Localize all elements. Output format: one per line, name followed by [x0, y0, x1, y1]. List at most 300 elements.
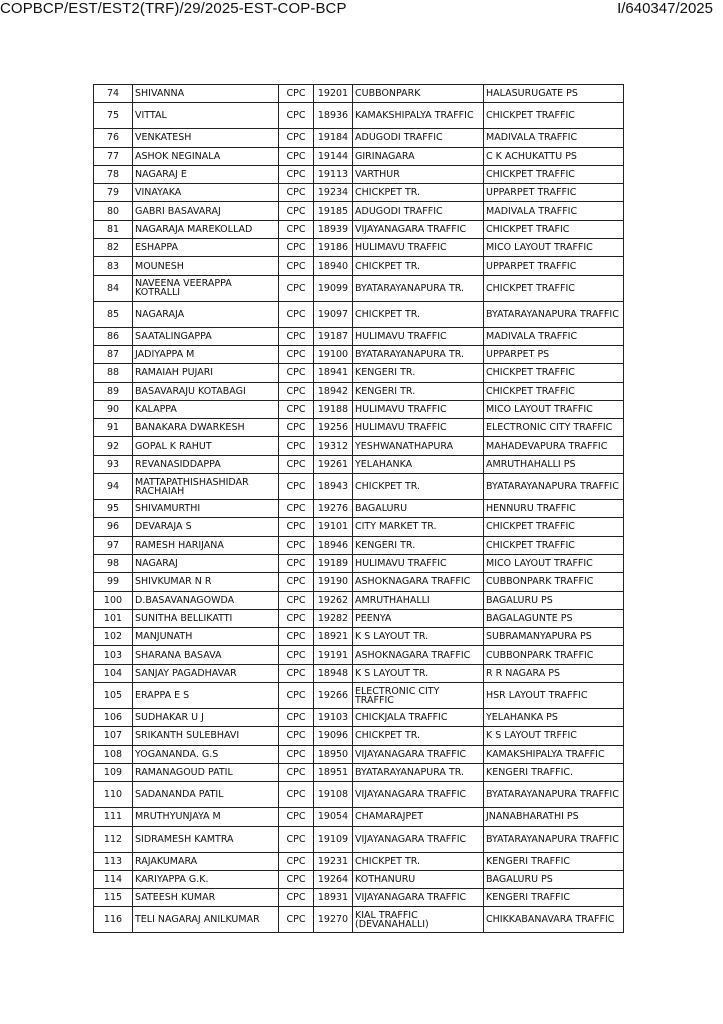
category-cell: CPC	[279, 400, 314, 418]
name-cell: YOGANANDA. G.S	[133, 745, 279, 763]
serial-number-cell: 115	[94, 889, 133, 907]
name-cell: VINAYAKA	[133, 184, 279, 202]
category-cell: CPC	[279, 345, 314, 363]
name-cell: RAMANAGOUD PATIL	[133, 763, 279, 781]
category-cell: CPC	[279, 628, 314, 646]
table-row	[94, 518, 624, 536]
from-unit-cell: VIJAYANAGARA TRAFFIC	[353, 745, 484, 763]
serial-number-cell: 102	[94, 628, 133, 646]
name-cell: SUDHAKAR U J	[133, 709, 279, 727]
table-row	[94, 257, 624, 275]
to-unit-cell: MAHADEVAPURA TRAFFIC	[484, 437, 624, 455]
from-unit-cell: PEENYA	[353, 609, 484, 627]
serial-number-cell: 93	[94, 455, 133, 473]
id-number-cell: 18946	[314, 536, 353, 554]
from-unit-cell: YELAHANKA	[353, 455, 484, 473]
category-cell: CPC	[279, 907, 314, 933]
from-unit-cell: HULIMAVU TRAFFIC	[353, 239, 484, 257]
from-unit-cell: YESHWANATHAPURA	[353, 437, 484, 455]
to-unit-cell: ELECTRONIC CITY TRAFFIC	[484, 419, 624, 437]
name-cell: NAGARAJ E	[133, 165, 279, 183]
serial-number-cell: 80	[94, 202, 133, 220]
id-number-cell: 18948	[314, 664, 353, 682]
to-unit-cell: HSR LAYOUT TRAFFIC	[484, 683, 624, 709]
id-number-cell: 19184	[314, 129, 353, 147]
serial-number-cell: 105	[94, 683, 133, 709]
id-number-cell: 18943	[314, 474, 353, 500]
name-cell: RAJAKUMARA	[133, 852, 279, 870]
id-number-cell: 19261	[314, 455, 353, 473]
serial-number-cell: 75	[94, 103, 133, 129]
to-unit-cell: MICO LAYOUT TRAFFIC	[484, 400, 624, 418]
name-cell: SHARANA BASAVA	[133, 646, 279, 664]
to-unit-cell: HENNURU TRAFFIC	[484, 500, 624, 518]
from-unit-cell: VIJAYANAGARA TRAFFIC	[353, 889, 484, 907]
category-cell: CPC	[279, 85, 314, 103]
category-cell: CPC	[279, 419, 314, 437]
inward-number: I/640347/2025	[617, 0, 713, 17]
to-unit-cell: KENGERI TRAFFIC.	[484, 763, 624, 781]
from-unit-cell: BYATARAYANAPURA TR.	[353, 275, 484, 301]
from-unit-cell: ADUGODI TRAFFIC	[353, 129, 484, 147]
category-cell: CPC	[279, 364, 314, 382]
id-number-cell: 19113	[314, 165, 353, 183]
id-number-cell: 19054	[314, 808, 353, 826]
name-cell: NAVEENA VEERAPPA KOTRALLI	[133, 275, 279, 301]
to-unit-cell: CHICKPET TRAFFIC	[484, 364, 624, 382]
from-unit-cell: HULIMAVU TRAFFIC	[353, 419, 484, 437]
id-number-cell: 19099	[314, 275, 353, 301]
category-cell: CPC	[279, 129, 314, 147]
serial-number-cell: 90	[94, 400, 133, 418]
id-number-cell: 18942	[314, 382, 353, 400]
table-row	[94, 907, 624, 933]
table-row	[94, 327, 624, 345]
table-row	[94, 727, 624, 745]
table-row	[94, 103, 624, 129]
name-cell: BASAVARAJU KOTABAGI	[133, 382, 279, 400]
category-cell: CPC	[279, 709, 314, 727]
serial-number-cell: 82	[94, 239, 133, 257]
from-unit-cell: CHICKPET TR.	[353, 852, 484, 870]
category-cell: CPC	[279, 382, 314, 400]
to-unit-cell: MADIVALA TRAFFIC	[484, 129, 624, 147]
table-row	[94, 536, 624, 554]
to-unit-cell: BYATARAYANAPURA TRAFFIC	[484, 474, 624, 500]
from-unit-cell: BAGALURU	[353, 500, 484, 518]
name-cell: NAGARAJA	[133, 301, 279, 327]
to-unit-cell: SUBRAMANYAPURA PS	[484, 628, 624, 646]
name-cell: SHIVKUMAR N R	[133, 573, 279, 591]
to-unit-cell: BYATARAYANAPURA TRAFFIC	[484, 301, 624, 327]
to-unit-cell: KENGERI TRAFFIC	[484, 852, 624, 870]
name-cell: REVANASIDDAPPA	[133, 455, 279, 473]
to-unit-cell: MADIVALA TRAFFIC	[484, 202, 624, 220]
category-cell: CPC	[279, 889, 314, 907]
to-unit-cell: YELAHANKA PS	[484, 709, 624, 727]
id-number-cell: 19276	[314, 500, 353, 518]
from-unit-cell: ADUGODI TRAFFIC	[353, 202, 484, 220]
name-cell: ERAPPA E S	[133, 683, 279, 709]
serial-number-cell: 91	[94, 419, 133, 437]
name-cell: VITTAL	[133, 103, 279, 129]
table-row	[94, 782, 624, 808]
serial-number-cell: 94	[94, 474, 133, 500]
category-cell: CPC	[279, 327, 314, 345]
name-cell: ASHOK NEGINALA	[133, 147, 279, 165]
from-unit-cell: CUBBONPARK	[353, 85, 484, 103]
serial-number-cell: 112	[94, 826, 133, 852]
from-unit-cell: K S LAYOUT TR.	[353, 628, 484, 646]
serial-number-cell: 100	[94, 591, 133, 609]
from-unit-cell: HULIMAVU TRAFFIC	[353, 400, 484, 418]
serial-number-cell: 111	[94, 808, 133, 826]
category-cell: CPC	[279, 536, 314, 554]
table-row	[94, 474, 624, 500]
serial-number-cell: 88	[94, 364, 133, 382]
category-cell: CPC	[279, 500, 314, 518]
table-row	[94, 852, 624, 870]
from-unit-cell: KENGERI TR.	[353, 382, 484, 400]
from-unit-cell: HULIMAVU TRAFFIC	[353, 327, 484, 345]
category-cell: CPC	[279, 202, 314, 220]
serial-number-cell: 81	[94, 220, 133, 238]
from-unit-cell: CHICKPET TR.	[353, 474, 484, 500]
category-cell: CPC	[279, 683, 314, 709]
id-number-cell: 19270	[314, 907, 353, 933]
table-row	[94, 808, 624, 826]
id-number-cell: 19109	[314, 826, 353, 852]
serial-number-cell: 114	[94, 870, 133, 888]
category-cell: CPC	[279, 103, 314, 129]
serial-number-cell: 96	[94, 518, 133, 536]
table-row	[94, 664, 624, 682]
category-cell: CPC	[279, 147, 314, 165]
to-unit-cell: BAGALURU PS	[484, 870, 624, 888]
name-cell: BANAKARA DWARKESH	[133, 419, 279, 437]
serial-number-cell: 113	[94, 852, 133, 870]
from-unit-cell: AMRUTHAHALLI	[353, 591, 484, 609]
name-cell: D.BASAVANAGOWDA	[133, 591, 279, 609]
table-row	[94, 165, 624, 183]
table-row	[94, 419, 624, 437]
table-row	[94, 345, 624, 363]
id-number-cell: 19282	[314, 609, 353, 627]
table-row	[94, 184, 624, 202]
category-cell: CPC	[279, 609, 314, 627]
id-number-cell: 19234	[314, 184, 353, 202]
to-unit-cell: CHICKPET TRAFFIC	[484, 382, 624, 400]
from-unit-cell: ASHOKNAGARA TRAFFIC	[353, 646, 484, 664]
to-unit-cell: CUBBONPARK TRAFFIC	[484, 573, 624, 591]
to-unit-cell: KENGERI TRAFFIC	[484, 889, 624, 907]
category-cell: CPC	[279, 870, 314, 888]
to-unit-cell: UPPARPET TRAFFIC	[484, 257, 624, 275]
serial-number-cell: 97	[94, 536, 133, 554]
category-cell: CPC	[279, 474, 314, 500]
to-unit-cell: CHICKPET TRAFFIC	[484, 165, 624, 183]
from-unit-cell: KOTHANURU	[353, 870, 484, 888]
serial-number-cell: 110	[94, 782, 133, 808]
table-row	[94, 400, 624, 418]
category-cell: CPC	[279, 184, 314, 202]
from-unit-cell: KAMAKSHIPALYA TRAFFIC	[353, 103, 484, 129]
to-unit-cell: UPPARPET PS	[484, 345, 624, 363]
name-cell: NAGARAJA MAREKOLLAD	[133, 220, 279, 238]
id-number-cell: 18931	[314, 889, 353, 907]
to-unit-cell: R R NAGARA PS	[484, 664, 624, 682]
id-number-cell: 19231	[314, 852, 353, 870]
name-cell: MATTAPATHISHASHIDAR RACHAIAH	[133, 474, 279, 500]
id-number-cell: 19186	[314, 239, 353, 257]
table-row	[94, 301, 624, 327]
from-unit-cell: VIJAYANAGARA TRAFFIC	[353, 782, 484, 808]
id-number-cell: 19097	[314, 301, 353, 327]
name-cell: ESHAPPA	[133, 239, 279, 257]
category-cell: CPC	[279, 239, 314, 257]
name-cell: DEVARAJA S	[133, 518, 279, 536]
table-row	[94, 745, 624, 763]
category-cell: CPC	[279, 257, 314, 275]
from-unit-cell: K S LAYOUT TR.	[353, 664, 484, 682]
table-row	[94, 364, 624, 382]
from-unit-cell: ASHOKNAGARA TRAFFIC	[353, 573, 484, 591]
name-cell: MRUTHYUNJAYA M	[133, 808, 279, 826]
table-row	[94, 455, 624, 473]
to-unit-cell: BAGALURU PS	[484, 591, 624, 609]
id-number-cell: 19185	[314, 202, 353, 220]
serial-number-cell: 86	[94, 327, 133, 345]
serial-number-cell: 107	[94, 727, 133, 745]
table-row	[94, 646, 624, 664]
category-cell: CPC	[279, 455, 314, 473]
table-row	[94, 554, 624, 572]
to-unit-cell: CHICKPET TRAFFIC	[484, 518, 624, 536]
id-number-cell: 19188	[314, 400, 353, 418]
table-row	[94, 147, 624, 165]
category-cell: CPC	[279, 437, 314, 455]
from-unit-cell: CITY MARKET TR.	[353, 518, 484, 536]
serial-number-cell: 92	[94, 437, 133, 455]
id-number-cell: 18936	[314, 103, 353, 129]
table-row	[94, 239, 624, 257]
id-number-cell: 18941	[314, 364, 353, 382]
to-unit-cell: HALASURUGATE PS	[484, 85, 624, 103]
category-cell: CPC	[279, 646, 314, 664]
table-row	[94, 573, 624, 591]
id-number-cell: 19256	[314, 419, 353, 437]
name-cell: MOUNESH	[133, 257, 279, 275]
category-cell: CPC	[279, 518, 314, 536]
to-unit-cell: BYATARAYANAPURA TRAFFIC	[484, 826, 624, 852]
to-unit-cell: AMRUTHAHALLI PS	[484, 455, 624, 473]
from-unit-cell: CHICKPET TR.	[353, 257, 484, 275]
id-number-cell: 18939	[314, 220, 353, 238]
id-number-cell: 19262	[314, 591, 353, 609]
serial-number-cell: 89	[94, 382, 133, 400]
category-cell: CPC	[279, 554, 314, 572]
table-row	[94, 826, 624, 852]
category-cell: CPC	[279, 763, 314, 781]
from-unit-cell: CHICKPET TR.	[353, 727, 484, 745]
from-unit-cell: VIJAYANAGARA TRAFFIC	[353, 220, 484, 238]
category-cell: CPC	[279, 573, 314, 591]
name-cell: KARIYAPPA G.K.	[133, 870, 279, 888]
id-number-cell: 18951	[314, 763, 353, 781]
category-cell: CPC	[279, 782, 314, 808]
name-cell: RAMESH HARIJANA	[133, 536, 279, 554]
serial-number-cell: 84	[94, 275, 133, 301]
table-row	[94, 437, 624, 455]
from-unit-cell: ELECTRONIC CITY TRAFFIC	[353, 683, 484, 709]
to-unit-cell: MADIVALA TRAFFIC	[484, 327, 624, 345]
id-number-cell: 19266	[314, 683, 353, 709]
from-unit-cell: CHICKPET TR.	[353, 184, 484, 202]
from-unit-cell: BYATARAYANAPURA TR.	[353, 763, 484, 781]
to-unit-cell: CHICKPET TRAFFIC	[484, 536, 624, 554]
id-number-cell: 18921	[314, 628, 353, 646]
from-unit-cell: CHICKPET TR.	[353, 301, 484, 327]
to-unit-cell: BAGALAGUNTE PS	[484, 609, 624, 627]
to-unit-cell: KAMAKSHIPALYA TRAFFIC	[484, 745, 624, 763]
from-unit-cell: CHAMARAJPET	[353, 808, 484, 826]
from-unit-cell: HULIMAVU TRAFFIC	[353, 554, 484, 572]
serial-number-cell: 83	[94, 257, 133, 275]
to-unit-cell: BYATARAYANAPURA TRAFFIC	[484, 782, 624, 808]
category-cell: CPC	[279, 165, 314, 183]
serial-number-cell: 77	[94, 147, 133, 165]
name-cell: GABRI BASAVARAJ	[133, 202, 279, 220]
id-number-cell: 18950	[314, 745, 353, 763]
serial-number-cell: 106	[94, 709, 133, 727]
name-cell: SUNITHA BELLIKATTI	[133, 609, 279, 627]
to-unit-cell: CHICKPET TRAFFIC	[484, 103, 624, 129]
name-cell: SRIKANTH SULEBHAVI	[133, 727, 279, 745]
category-cell: CPC	[279, 301, 314, 327]
category-cell: CPC	[279, 727, 314, 745]
name-cell: SANJAY PAGADHAVAR	[133, 664, 279, 682]
id-number-cell: 19108	[314, 782, 353, 808]
serial-number-cell: 108	[94, 745, 133, 763]
serial-number-cell: 74	[94, 85, 133, 103]
id-number-cell: 19189	[314, 554, 353, 572]
to-unit-cell: CHIKKABANAVARA TRAFFIC	[484, 907, 624, 933]
to-unit-cell: UPPARPET TRAFFIC	[484, 184, 624, 202]
serial-number-cell: 116	[94, 907, 133, 933]
category-cell: CPC	[279, 664, 314, 682]
name-cell: SADANANDA PATIL	[133, 782, 279, 808]
table-row	[94, 85, 624, 103]
to-unit-cell: CUBBONPARK TRAFFIC	[484, 646, 624, 664]
to-unit-cell: CHICKPET TRAFFIC	[484, 275, 624, 301]
file-reference: COPBCP/EST/EST2(TRF)/29/2025-EST-COP-BCP	[0, 0, 347, 17]
name-cell: SIDRAMESH KAMTRA	[133, 826, 279, 852]
name-cell: SHIVANNA	[133, 85, 279, 103]
serial-number-cell: 104	[94, 664, 133, 682]
name-cell: VENKATESH	[133, 129, 279, 147]
to-unit-cell: MICO LAYOUT TRAFFIC	[484, 554, 624, 572]
id-number-cell: 18940	[314, 257, 353, 275]
table-row	[94, 763, 624, 781]
serial-number-cell: 87	[94, 345, 133, 363]
category-cell: CPC	[279, 745, 314, 763]
serial-number-cell: 109	[94, 763, 133, 781]
name-cell: JADIYAPPA M	[133, 345, 279, 363]
id-number-cell: 19144	[314, 147, 353, 165]
to-unit-cell: JNANABHARATHI PS	[484, 808, 624, 826]
document-header	[0, 0, 723, 20]
id-number-cell: 19312	[314, 437, 353, 455]
table-row	[94, 129, 624, 147]
table-row	[94, 202, 624, 220]
table-row	[94, 220, 624, 238]
transfer-table-body	[94, 85, 624, 933]
name-cell: SAATALINGAPPA	[133, 327, 279, 345]
name-cell: RAMAIAH PUJARI	[133, 364, 279, 382]
id-number-cell: 19100	[314, 345, 353, 363]
serial-number-cell: 101	[94, 609, 133, 627]
id-number-cell: 19264	[314, 870, 353, 888]
id-number-cell: 19190	[314, 573, 353, 591]
name-cell: NAGARAJ	[133, 554, 279, 572]
name-cell: SHIVAMURTHI	[133, 500, 279, 518]
id-number-cell: 19103	[314, 709, 353, 727]
name-cell: GOPAL K RAHUT	[133, 437, 279, 455]
from-unit-cell: KENGERI TR.	[353, 364, 484, 382]
table-row	[94, 889, 624, 907]
category-cell: CPC	[279, 826, 314, 852]
table-row	[94, 609, 624, 627]
from-unit-cell: BYATARAYANAPURA TR.	[353, 345, 484, 363]
serial-number-cell: 76	[94, 129, 133, 147]
table-row	[94, 275, 624, 301]
table-row	[94, 709, 624, 727]
id-number-cell: 19187	[314, 327, 353, 345]
name-cell: KALAPPA	[133, 400, 279, 418]
from-unit-cell: VIJAYANAGARA TRAFFIC	[353, 826, 484, 852]
serial-number-cell: 78	[94, 165, 133, 183]
transfer-table	[93, 84, 624, 933]
serial-number-cell: 98	[94, 554, 133, 572]
category-cell: CPC	[279, 275, 314, 301]
to-unit-cell: MICO LAYOUT TRAFFIC	[484, 239, 624, 257]
from-unit-cell: GIRINAGARA	[353, 147, 484, 165]
serial-number-cell: 95	[94, 500, 133, 518]
table-row	[94, 870, 624, 888]
serial-number-cell: 79	[94, 184, 133, 202]
table-row	[94, 500, 624, 518]
category-cell: CPC	[279, 591, 314, 609]
id-number-cell: 19201	[314, 85, 353, 103]
table-row	[94, 591, 624, 609]
id-number-cell: 19191	[314, 646, 353, 664]
serial-number-cell: 103	[94, 646, 133, 664]
from-unit-cell: KENGERI TR.	[353, 536, 484, 554]
table-row	[94, 628, 624, 646]
to-unit-cell: C K ACHUKATTU PS	[484, 147, 624, 165]
id-number-cell: 19096	[314, 727, 353, 745]
table-row	[94, 683, 624, 709]
name-cell: TELI NAGARAJ ANILKUMAR	[133, 907, 279, 933]
category-cell: CPC	[279, 220, 314, 238]
name-cell: SATEESH KUMAR	[133, 889, 279, 907]
from-unit-cell: KIAL TRAFFIC (DEVANAHALLI)	[353, 907, 484, 933]
category-cell: CPC	[279, 852, 314, 870]
category-cell: CPC	[279, 808, 314, 826]
id-number-cell: 19101	[314, 518, 353, 536]
serial-number-cell: 99	[94, 573, 133, 591]
to-unit-cell: CHICKPET TRAFIC	[484, 220, 624, 238]
